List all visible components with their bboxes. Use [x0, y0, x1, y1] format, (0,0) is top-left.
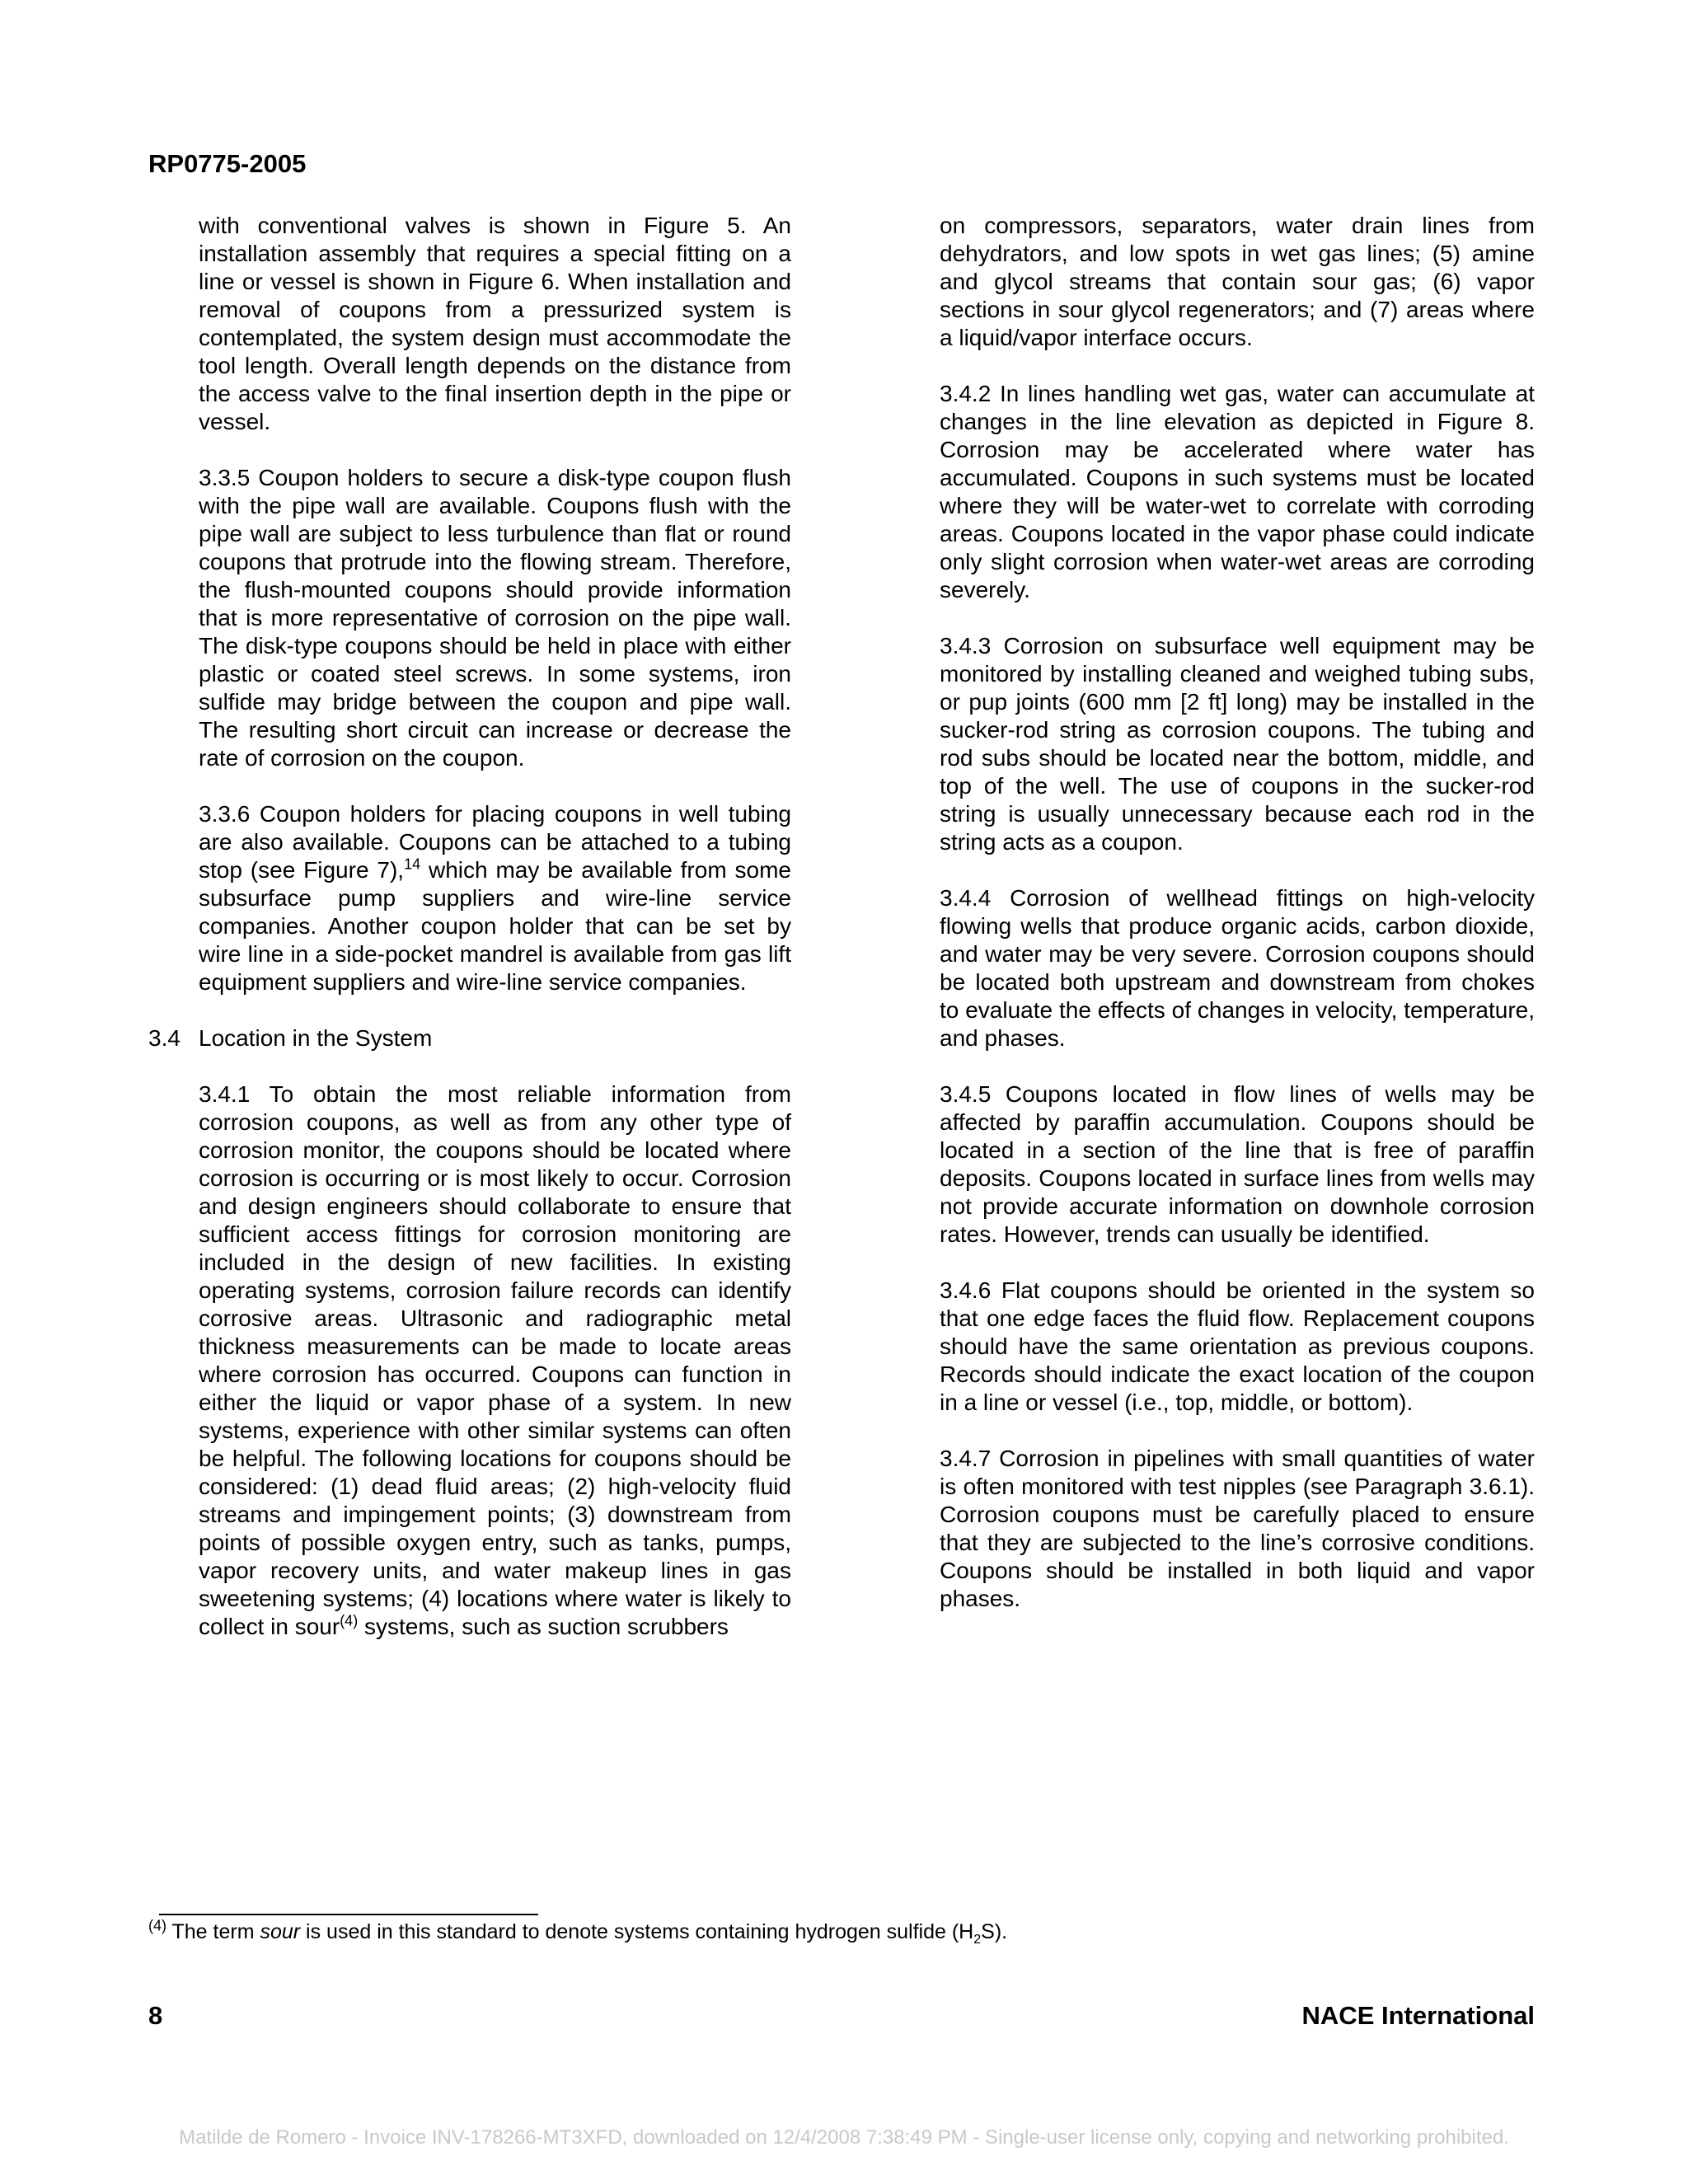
paragraph-3-4-5: 3.4.5 Coupons located in flow lines of wells may be affected by paraffin accumulation. Coupons should be located in a section of the line that is free of paraffin deposits. Coupons located in surface lines from wells may not provide accurate information on downhole corrosion rates. However, trends can usually be identified. — [940, 1081, 1535, 1247]
footnote-text-a: The term — [166, 1920, 260, 1943]
paragraph-3-4-1 — [199, 1080, 791, 1641]
paragraph-3-4-2: 3.4.2 In lines handling wet gas, water can accumulate at changes in the line elevation as depicted in Figure 8. Corrosion may be accelerated where water has accumulated. Coupons in such systems must be located where they will be water-wet to correlate with corroding areas. Coupons located in the vapor phase could indicate only slight corrosion when water-wet areas are corroding severely. — [940, 381, 1535, 602]
footnote-separator-rule — [159, 1914, 538, 1915]
section-title: Location in the System — [199, 1025, 433, 1051]
footnote-marker-4: (4) — [340, 1612, 359, 1629]
paragraph-3-4-6: 3.4.6 Flat coupons should be oriented in the system so that one edge faces the fluid flow. Replacement coupons should have the same orientation as previous coupons. Records should indicate the exact location of the coupon in a line or vessel (i.e., top, middle, or bottom). — [940, 1277, 1535, 1415]
paragraph-3-4-4: 3.4.4 Corrosion of wellhead fittings on high-velocity flowing wells that produce organic acids, carbon dioxide, and water may be very severe. Corrosion coupons should be located both upstream and downstream from chokes to evaluate the effects of changes in velocity, temperature, and phases. — [940, 885, 1535, 1051]
reference-14-superscript: 14 — [404, 855, 421, 873]
footnote-emphasis: sour — [260, 1920, 301, 1943]
footnote-text-b: is used in this standard to denote systems containing hydrogen sulfide (H — [300, 1920, 974, 1943]
section-number: 3.4 — [148, 1025, 181, 1051]
paragraph-continued-right: on compressors, separators, water drain lines from dehydrators, and low spots in wet gas lines; (5) amine and glycol streams that contain sour gas; (6) vapor sections in sour glycol regenerators; and (7) areas where a liquid/vapor interface occurs. — [940, 213, 1535, 350]
paragraph-continued-left: with conventional valves is shown in Figure 5. An installation assembly that requires a special fitting on a line or vessel is shown in Figure 6. When installation and removal of coupons from a pressurized system is contemplated, the system design must accommodate the tool length. Overall length depends on the distance from the access valve to the final insertion depth in the pipe or vessel. — [199, 213, 791, 434]
paragraph-3-4-3: 3.4.3 Corrosion on subsurface well equipment may be monitored by installing cleaned and weighed tubing subs, or pup joints (600 mm [2 ft] long) may be installed in the sucker-rod string as corrosion coupons. The tubing and rod subs should be located near the bottom, middle, and top of the well. The use of coupons in the sucker-rod string is usually unnecessary because each rod in the string acts as a coupon. — [940, 633, 1535, 855]
paragraph-3-3-6-part-a: 3.3.6 Coupon holders for placing coupons in well tubing are also available. Coupons can be attached to a tubing stop (see Figure 7), — [199, 801, 791, 883]
right-column — [940, 212, 1535, 1641]
publisher-name: NACE International — [1301, 2001, 1535, 2030]
page-number: 8 — [148, 2001, 163, 2030]
section-heading-3-4 — [148, 1024, 791, 1052]
footnote-subscript: 2 — [973, 1933, 982, 1947]
footnote-marker: (4) — [148, 1917, 166, 1934]
footnote-4 — [148, 1919, 1550, 1953]
footnote-text-c: S). — [981, 1920, 1008, 1943]
paragraph-3-3-6 — [199, 800, 791, 996]
paragraph-3-3-6-part-b: which may be available from some subsurface pump suppliers and wire-line service companies. Another coupon holder that can be set by wire line in a side-pocket mandrel is available from gas lift equipment suppliers and wire-line service companies. — [199, 857, 791, 995]
paragraph-3-3-5: 3.3.5 Coupon holders to secure a disk-type coupon flush with the pipe wall are available. Coupons flush with the pipe wall are subject to less turbulence than flat or round coupons that protrude into the flowing stream. Therefore, the flush-mounted coupons should provide information that is more representative of corrosion on the pipe wall. The disk-type coupons should be held in place with either plastic or coated steel screws. In some systems, iron sulfide may bridge between the coupon and pipe wall. The resulting short circuit can increase or decrease the rate of corrosion on the coupon. — [199, 465, 791, 771]
paragraph-3-4-7: 3.4.7 Corrosion in pipelines with small quantities of water is often monitored with test nipples (see Paragraph 3.6.1). Corrosion coupons must be carefully placed to ensure that they are subjected to the line’s corrosive conditions. Coupons should be installed in both liquid and vapor phases. — [940, 1446, 1535, 1611]
paragraph-3-4-1-part-b: systems, such as suction scrubbers — [358, 1614, 729, 1639]
paragraph-3-4-1-part-a: 3.4.1 To obtain the most reliable information from corrosion coupons, as well as from any other type of corrosion monitor, the coupons should be located where corrosion is occurring or is most likely to occur. Corrosion and design engineers should collaborate to ensure that sufficient access fittings for corrosion monitoring are included in the design of new facilities. In existing operating systems, corrosion failure records can identify corrosive areas. Ultrasonic and radiographic metal thickness measurements can be made to locate areas where corrosion has occurred. Coupons can function in either the liquid or vapor phase of a system. In new systems, experience with other similar systems can often be helpful. The following locations for coupons should be considered: (1) dead fluid areas; (2) high-velocity fluid streams and impingement points; (3) downstream from points of possible oxygen entry, such as tanks, pumps, vapor recovery units, and water makeup lines in gas sweetening systems; (4) locations where water is likely to collect in sour — [199, 1081, 791, 1639]
left-column — [148, 212, 791, 1669]
license-watermark: Matilde de Romero - Invoice INV-178266-MT3XFD, downloaded on 12/4/2008 7:38:49 PM - Single-user license only, copying and networking prohibited. — [179, 2126, 1509, 2149]
running-header-doc-id: RP0775-2005 — [148, 149, 307, 178]
